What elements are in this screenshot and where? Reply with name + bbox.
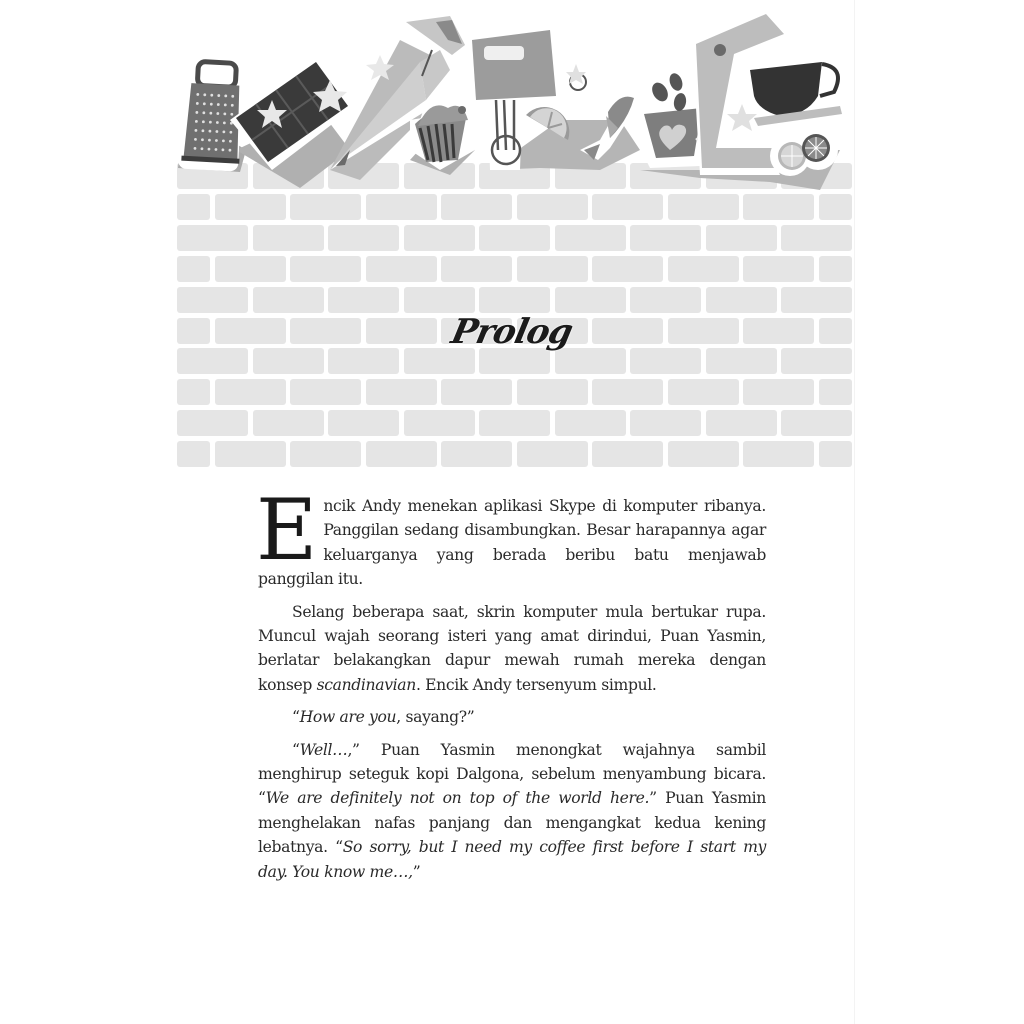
brick [592,256,663,282]
brick [555,410,626,436]
brick [253,225,324,251]
italic-dialogue-3: So sorry, but I need my coffee first before I start my day. You know me…, [258,838,767,881]
brick [177,410,248,436]
brick [366,379,437,405]
brick [668,256,739,282]
brick [706,225,777,251]
brick [366,256,437,282]
brick [781,287,852,313]
brick [819,379,852,405]
brick [479,348,550,374]
brick [743,379,814,405]
brick [479,287,550,313]
brick [253,348,324,374]
brick [819,256,852,282]
brick [668,441,739,467]
brick [215,256,286,282]
brick [555,287,626,313]
brick [177,379,210,405]
brick [743,256,814,282]
brick [177,348,248,374]
brick-row [177,379,852,405]
brick [253,287,324,313]
paragraph-1-text: ncik Andy menekan aplikasi Skype di komputer ribanya. Panggilan sedang disambungkan. Besar harapannya agar keluarganya yang berada beribu batu menjawab panggilan itu. [258,497,766,589]
italic-word: scandinavian [316,675,416,694]
brick [781,348,852,374]
brick [819,441,852,467]
dialogue-rest: , sayang?” [396,708,475,727]
brick [328,287,399,313]
brick-row [177,410,852,436]
brick [253,410,324,436]
brick [592,441,663,467]
brick [290,379,361,405]
kitchen-illustration [170,0,860,200]
brick [290,441,361,467]
brick [630,287,701,313]
brick [781,225,852,251]
brick [630,410,701,436]
paragraph-2-text-end: . Encik Andy tersenyum simpul. [415,675,657,694]
brick [441,256,512,282]
brick [215,441,286,467]
brick [404,410,475,436]
paragraph-1 [256,481,766,592]
chapter-title [0,312,1024,352]
brick [706,348,777,374]
brick [177,256,210,282]
brick-row [177,287,852,313]
narration-1: ,” Puan Yasmin menongkat wajahnya sambil menghirup seteguk kopi Dalgona, sebelum menyambung bicara. “ [258,740,766,808]
brick [781,410,852,436]
brick-row [177,348,852,374]
brick [177,441,210,467]
brick [630,225,701,251]
cheese-grater-icon [178,54,245,172]
brick [328,348,399,374]
brick-row [177,441,852,467]
close-quote: ” [412,862,421,881]
open-quote: “ [292,740,300,759]
italic-dialogue-2: We are definitely not on top of the world here. [265,789,650,808]
brick [404,348,475,374]
brick [328,410,399,436]
paragraph-2 [258,600,766,698]
paragraph-3 [258,705,766,729]
brick [517,379,588,405]
paragraph-4 [258,738,766,884]
italic-dialogue-1: Well… [299,740,348,759]
brick [517,441,588,467]
italic-dialogue: How are you [299,708,397,727]
brick [706,287,777,313]
brick [555,348,626,374]
brick-row [177,225,852,251]
brick-row [177,256,852,282]
chapter-body [256,481,767,892]
brick [592,379,663,405]
brick [177,287,248,313]
brick [215,379,286,405]
brick [441,379,512,405]
paragraph-2-text: Selang beberapa saat, skrin komputer mula bertukar rupa. Muncul wajah seorang isteri yang amat dirindui, Puan Yasmin, berlatar belakangkan dapur mewah rumah mereka dengan konsep [258,602,766,694]
drop-cap: E [256,481,318,579]
brick [479,225,550,251]
brick [441,441,512,467]
brick [177,225,248,251]
narration-2: ” Puan Yasmin menghelakan nafas panjang dan mengangkat kedua kening lebatnya. “ [258,789,766,857]
brick [328,225,399,251]
open-quote: “ [292,708,300,727]
brick [630,348,701,374]
brick [555,225,626,251]
brick [479,410,550,436]
brick [404,287,475,313]
brick [743,441,814,467]
brick [706,410,777,436]
brick [668,379,739,405]
brick [517,256,588,282]
chapter-title-text: Prolog [447,312,577,352]
brick [290,256,361,282]
brick [366,441,437,467]
brick [404,225,475,251]
